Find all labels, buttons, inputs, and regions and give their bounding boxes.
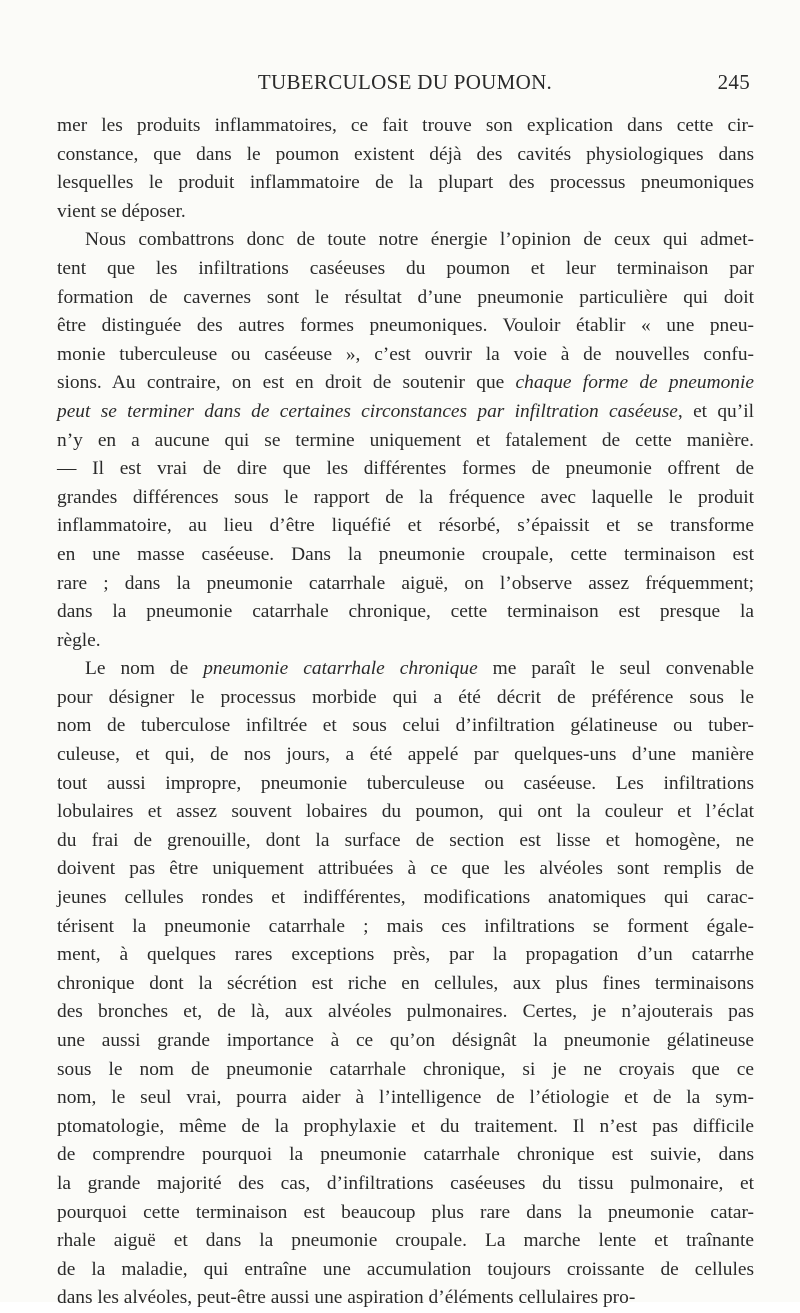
text-line: nom, le seul vrai, pourra aider à l’intelligence de l’étiologie et de la sym-	[57, 1087, 754, 1109]
text-line: ment, à quelques rares exceptions près, par la propagation d’un catarrhe	[57, 944, 754, 966]
text-line	[57, 398, 754, 427]
text-line: des bronches et, de là, aux alvéoles pulmonaires. Certes, je n’ajouterais pas	[57, 1001, 754, 1023]
text-line: térisent la pneumonie catarrhale ; mais ces infiltrations se forment égale-	[57, 915, 754, 937]
text-line: être distinguée des autres formes pneumoniques. Vouloir établir « une pneu-	[57, 315, 754, 337]
text-line: formation de cavernes sont le résultat d’une pneumonie particulière qui doit	[57, 286, 754, 308]
text-line: chronique dont la sécrétion est riche en cellules, aux plus fines terminaisons	[57, 972, 754, 994]
text-line: doivent pas être uniquement attribuées à ce que les alvéoles sont remplis de	[57, 858, 754, 880]
text-line: tout aussi impropre, pneumonie tuberculeuse ou caséeuse. Les infiltrations	[57, 772, 754, 794]
text-line	[57, 655, 754, 684]
text-line: la grande majorité des cas, d’infiltrations caséeuses du tissu pulmonaire, et	[57, 1172, 754, 1194]
text-line: rare ; dans la pneumonie catarrhale aiguë, on l’observe assez fréquemment;	[57, 572, 754, 594]
text-line: dans les alvéoles, peut-être aussi une aspiration d’éléments cellulaires pro-	[57, 1287, 636, 1309]
text-line: règle.	[57, 629, 101, 651]
text-run: sions. Au contraire, on est en droit de soutenir que	[57, 372, 516, 394]
italic-phrase: pneumonie catarrhale chronique	[203, 658, 478, 680]
text-run: Le nom de	[85, 658, 204, 680]
text-line: culeuse, et qui, de nos jours, a été appelé par quelques-uns d’une manière	[57, 744, 754, 766]
italic-phrase: chaque forme de pneumonie	[515, 372, 754, 394]
text-line: de la maladie, qui entraîne une accumulation toujours croissante de cellules	[57, 1258, 754, 1280]
text-line: en une masse caséeuse. Dans la pneumonie croupale, cette terminaison est	[57, 543, 754, 565]
text-line: de comprendre pourquoi la pneumonie catarrhale chronique est suivie, dans	[57, 1144, 754, 1166]
text-line: n’y en a aucune qui se termine uniquement et fatalement de cette manière.	[57, 429, 754, 451]
text-line: lesquelles le produit inflammatoire de la plupart des processus pneumoniques	[57, 172, 754, 194]
page-number: 245	[717, 70, 750, 94]
italic-phrase: peut se terminer dans de certaines circonstances par infiltration caséeuse	[57, 400, 678, 422]
text-line: Nous combattrons donc de toute notre énergie l’opinion de ceux qui admet-	[85, 229, 754, 251]
running-title: TUBERCULOSE DU POUMON.	[257, 70, 553, 94]
text-line: lobulaires et assez souvent lobaires du poumon, qui ont la couleur et l’éclat	[57, 801, 754, 823]
text-line: grandes différences sous le rapport de la fréquence avec laquelle le produit	[57, 486, 754, 508]
text-line: une aussi grande importance à ce qu’on désignât la pneumonie gélatineuse	[57, 1030, 754, 1051]
text-line: nom de tuberculose infiltrée et sous celui d’infiltration gélatineuse ou tuber-	[57, 715, 754, 737]
text-line	[57, 369, 754, 398]
text-run: me paraît le seul convenable	[477, 658, 754, 680]
text-line: inflammatoire, au lieu d’être liquéfié et résorbé, s’épaissit et se transforme	[57, 515, 754, 537]
text-run: , et qu’il	[677, 400, 754, 422]
text-line: monie tuberculeuse ou caséeuse », c’est ouvrir la voie à de nouvelles confu-	[57, 343, 754, 365]
text-line: sous le nom de pneumonie catarrhale chronique, si je ne croyais que ce	[57, 1058, 754, 1080]
text-line: — Il est vrai de dire que les différentes formes de pneumonie offrent de	[57, 458, 754, 480]
body-text	[57, 112, 754, 1313]
text-line: ptomatologie, même de la prophylaxie et du traitement. Il n’est pas difficile	[57, 1115, 754, 1137]
running-head	[60, 70, 750, 98]
text-line: jeunes cellules rondes et indifférentes, modifications anatomiques qui carac-	[57, 887, 754, 909]
text-line: vient se déposer.	[57, 200, 186, 222]
text-line: pour désigner le processus morbide qui a été décrit de préférence sous le	[57, 686, 754, 708]
text-line: constance, que dans le poumon existent déjà des cavités physiologiques dans	[57, 143, 754, 165]
text-line: du frai de grenouille, dont la surface de section est lisse et homogène, ne	[57, 829, 754, 851]
text-line: tent que les infiltrations caséeuses du poumon et leur terminaison par	[57, 257, 754, 279]
text-line: pourquoi cette terminaison est beaucoup plus rare dans la pneumonie catar-	[57, 1201, 754, 1223]
text-line: rhale aiguë et dans la pneumonie croupale. La marche lente et traînante	[57, 1230, 754, 1252]
text-line: dans la pneumonie catarrhale chronique, cette terminaison est presque la	[57, 601, 754, 623]
text-line: mer les produits inflammatoires, ce fait trouve son explication dans cette cir-	[57, 115, 754, 136]
